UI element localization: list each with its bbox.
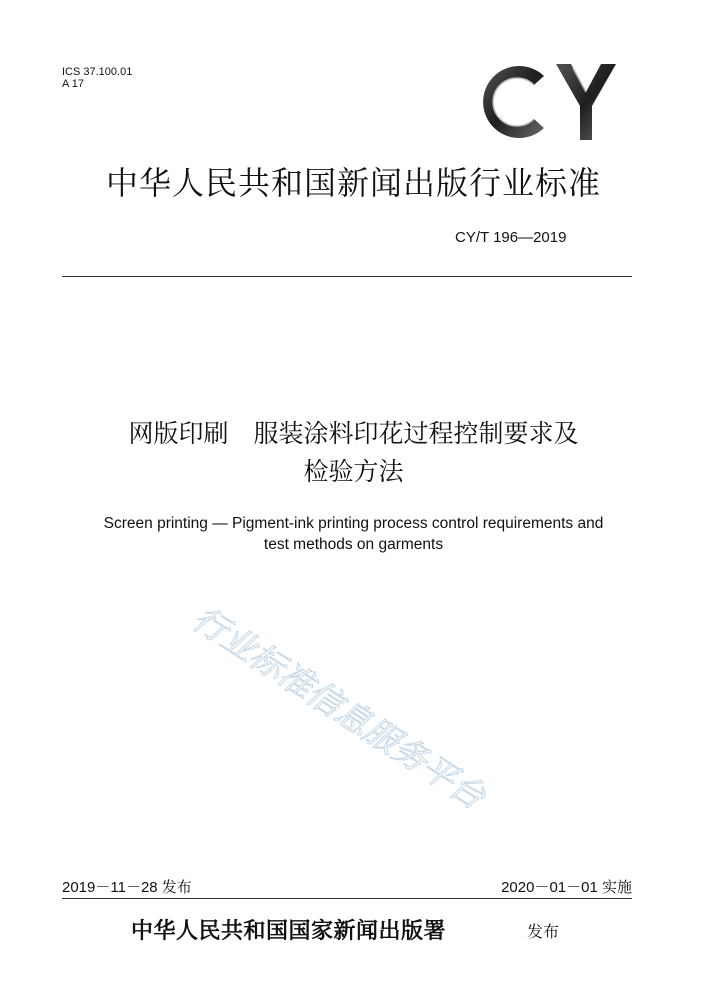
- watermark: [180, 585, 580, 835]
- issue-date: 2019－11－28 发布: [62, 879, 192, 896]
- cy-logo-icon: [474, 56, 624, 148]
- ics-code: ICS 37.100.01: [62, 66, 133, 78]
- classification-block: [62, 66, 132, 90]
- chinese-title: [0, 415, 707, 491]
- english-title-line-2: test methods on garments: [263, 536, 444, 553]
- chinese-title-line-1: 网版印刷 服装涂料印花过程控制要求及: [128, 419, 579, 448]
- implementation-date: 2020－01－01 实施: [501, 879, 632, 896]
- top-divider: [62, 276, 632, 277]
- publish-label: 发布: [527, 922, 560, 941]
- watermark-text: 行业标准信息服务平台: [185, 599, 493, 818]
- classification-code: A 17: [62, 78, 85, 90]
- chinese-title-line-2: 检验方法: [303, 457, 404, 486]
- publisher-name: 中华人民共和国国家新闻出版署: [131, 918, 447, 944]
- english-title-line-1: Screen printing — Pigment-ink printing process control requirements and: [103, 515, 604, 532]
- bottom-divider: [62, 898, 632, 899]
- standard-type-title: 中华人民共和国新闻出版行业标准: [105, 164, 601, 202]
- english-title: [0, 513, 707, 555]
- standard-number: CY/T 196—2019: [455, 229, 567, 246]
